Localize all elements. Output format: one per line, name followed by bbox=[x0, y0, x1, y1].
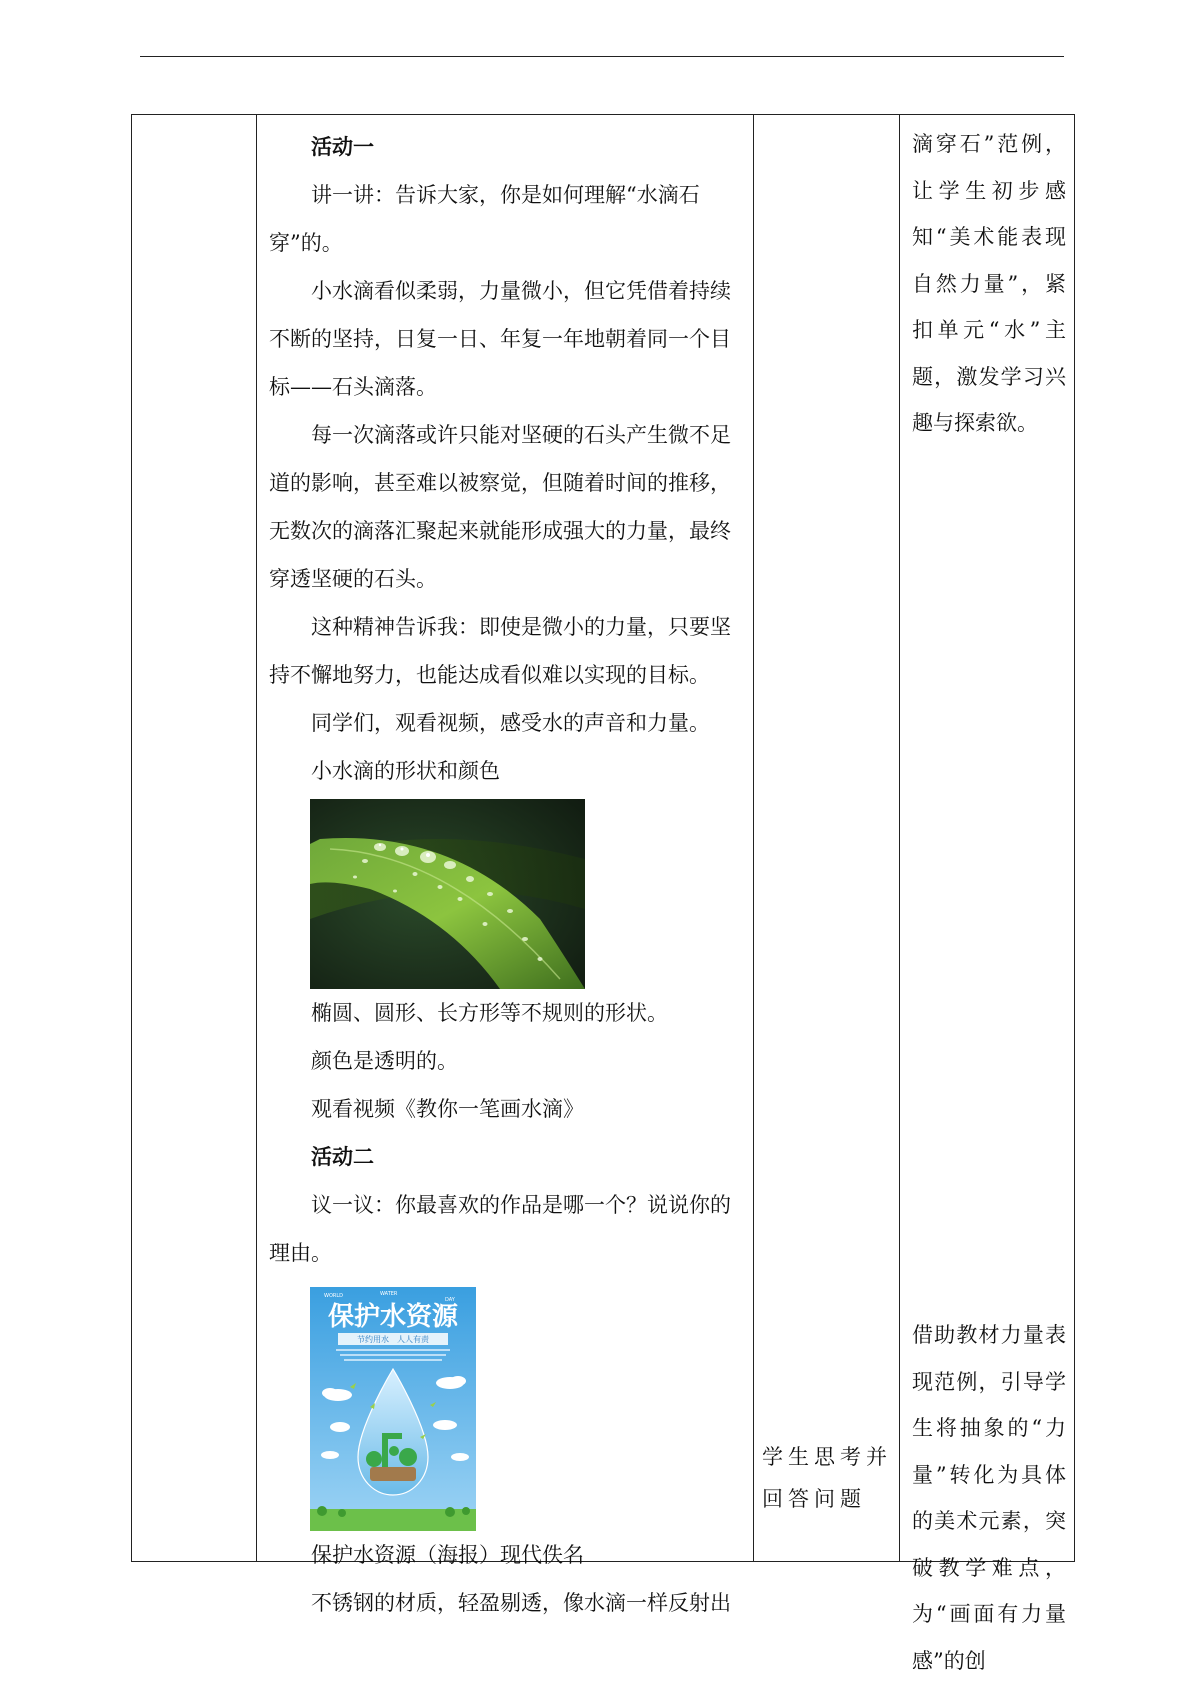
poster-world-text: WORLD bbox=[324, 1293, 343, 1299]
paragraph-stainless-steel: 不锈钢的材质，轻盈剔透，像水滴一样反射出 bbox=[311, 1591, 731, 1615]
stage-column bbox=[132, 115, 256, 1561]
poster-water-text: WATER bbox=[380, 1291, 398, 1297]
paragraph-talk: 讲一讲：告诉大家，你是如何理解“水滴石穿”的。 bbox=[269, 183, 700, 255]
water-poster-image bbox=[310, 1287, 476, 1531]
paragraph-water-drop: 小水滴看似柔弱，力量微小，但它凭借着持续不断的坚持，日复一日、年复一年地朝着同一个目标——石头滴落。 bbox=[269, 279, 731, 399]
activity-one-title: 活动一 bbox=[311, 134, 374, 159]
paragraph-transparent: 颜色是透明的。 bbox=[311, 1049, 458, 1073]
lesson-table bbox=[131, 114, 1075, 1673]
poster-day-text: DAY bbox=[445, 1297, 455, 1303]
paragraph-watch-video: 同学们，观看视频，感受水的声音和力量。 bbox=[311, 711, 710, 735]
header-rule bbox=[140, 56, 1064, 57]
student-answer: 学生思考并回答问题 bbox=[762, 1445, 892, 1511]
student-activity-column bbox=[754, 115, 900, 1561]
activity-two-title: 活动二 bbox=[311, 1144, 374, 1169]
poster-title: 保护水资源 bbox=[327, 1302, 459, 1332]
paragraph-each-drop: 每一次滴落或许只能对坚硬的石头产生微不足道的影响，甚至难以被察觉，但随着时间的推移，无数次的滴落汇聚起来就能形成强大的力量，最终穿透坚硬的石头。 bbox=[269, 423, 731, 591]
design-intent-bottom: 借助教材力量表现范例，引导学生将抽象的“力量”转化为具体的美术元素，突破教学难点，为“画面有力量感”的创 bbox=[912, 1323, 1066, 1673]
paragraph-shape-color: 小水滴的形状和颜色 bbox=[311, 759, 500, 783]
paragraph-video-drawing: 观看视频《教你一笔画水滴》 bbox=[311, 1097, 584, 1121]
poster-caption: 保护水资源（海报）现代佚名 bbox=[311, 1543, 584, 1567]
design-intent-column bbox=[900, 115, 1076, 1673]
design-intent-top: 滴穿石”范例，让学生初步感知“美术能表现自然力量”，紧扣单元“水”主题，激发学习兴趣与探索欲。 bbox=[912, 132, 1066, 435]
paragraph-spirit: 这种精神告诉我：即使是微小的力量，只要坚持不懈地努力，也能达成看似难以实现的目标。 bbox=[269, 615, 731, 687]
teacher-activity-column bbox=[257, 115, 754, 1615]
leaf-water-drops-photo bbox=[310, 799, 585, 989]
poster-subtitle: 节约用水 人人有责 bbox=[357, 1335, 429, 1344]
paragraph-discuss: 议一议：你最喜欢的作品是哪一个？说说你的理由。 bbox=[269, 1193, 731, 1265]
paragraph-shapes: 椭圆、圆形、长方形等不规则的形状。 bbox=[311, 1001, 668, 1025]
